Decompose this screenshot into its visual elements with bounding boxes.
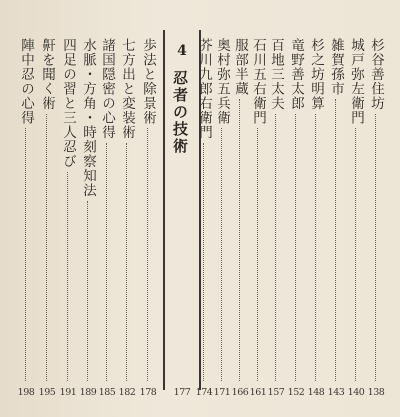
- dot-leader: [355, 128, 358, 381]
- toc-entry: [39, 38, 55, 383]
- dot-leader: [203, 143, 206, 381]
- dot-leader: [126, 143, 129, 381]
- dot-leader: [87, 201, 90, 381]
- dot-leader: [295, 114, 298, 381]
- toc-entry-title: 水脈・方角・時刻察知法: [80, 38, 96, 198]
- toc-entry-title: 鼾を聞く術: [39, 38, 55, 111]
- toc-entry: [99, 38, 115, 383]
- toc-entry-page: 138: [367, 387, 385, 398]
- toc-entry-page: 174: [195, 387, 213, 398]
- toc-entry-title: 奥村弥五兵衛: [214, 38, 230, 125]
- dot-leader: [25, 128, 28, 381]
- dot-leader: [106, 143, 109, 381]
- toc-entry-page: 152: [287, 387, 305, 398]
- toc-entry-title: 歩法と除景術: [140, 38, 156, 125]
- toc-entry-page: 143: [327, 387, 345, 398]
- toc-entry-title: 七方出と変装術: [119, 38, 135, 140]
- toc-entry-title: 城戸弥左衛門: [348, 38, 364, 125]
- dot-leader: [67, 172, 70, 381]
- toc-entry-page: 195: [38, 387, 56, 398]
- toc-entry: [60, 38, 76, 383]
- toc-entry-page: 171: [213, 387, 231, 398]
- dot-leader: [147, 128, 150, 381]
- toc-entry: [328, 38, 344, 383]
- toc-entry: [214, 38, 230, 383]
- dot-leader: [257, 128, 260, 381]
- toc-entry: [348, 38, 364, 383]
- dot-leader: [239, 99, 242, 381]
- toc-entry-title: 石川五右衛門: [250, 38, 266, 125]
- toc-entry-title: 諸国隠密の心得: [99, 38, 115, 140]
- toc-entry-page: 140: [347, 387, 365, 398]
- toc-entry-page: 189: [79, 387, 97, 398]
- toc-entry: [119, 38, 135, 383]
- toc-entry-title: 芥川九郎右衛門: [196, 38, 212, 140]
- divider-rule-left: [163, 30, 165, 390]
- toc-entry-page: 166: [231, 387, 249, 398]
- toc-entry-page: 161: [249, 387, 267, 398]
- toc-entry: [232, 38, 248, 383]
- dot-leader: [335, 99, 338, 381]
- toc-entry: [140, 38, 156, 383]
- toc-entry-title: 雑賀孫市: [328, 38, 344, 96]
- toc-entry-page: 148: [307, 387, 325, 398]
- dot-leader: [375, 114, 378, 381]
- dot-leader: [315, 114, 318, 381]
- chapter-title: 忍者の技術: [171, 70, 189, 155]
- toc-entry-page: 185: [98, 387, 116, 398]
- toc-entry: [368, 38, 384, 383]
- toc-entry: [288, 38, 304, 383]
- dot-leader: [46, 114, 49, 381]
- chapter-page: 177: [173, 387, 191, 398]
- toc-entry-page: 178: [139, 387, 157, 398]
- toc-entry-page: 182: [118, 387, 136, 398]
- toc-entry-title: 竜野善太郎: [288, 38, 304, 111]
- toc-entry: [250, 38, 266, 383]
- toc-entry-title: 杉之坊明算: [308, 38, 324, 111]
- toc-entry-title: 杉谷善住坊: [368, 38, 384, 111]
- toc-entry-page: 191: [59, 387, 77, 398]
- dot-leader: [275, 114, 278, 381]
- toc-entry: [268, 38, 284, 383]
- toc-entry-title: 百地三太夫: [268, 38, 284, 111]
- toc-entry: [18, 38, 34, 383]
- toc-entry: [308, 38, 324, 383]
- chapter-number: 4: [177, 43, 187, 59]
- toc-entry-title: 服部半蔵: [232, 38, 248, 96]
- toc-entry: [196, 38, 212, 383]
- toc-entry: [80, 38, 96, 383]
- dot-leader: [221, 128, 224, 381]
- toc-entry-title: 四足の習と三人忍び: [60, 38, 76, 169]
- toc-entry-page: 198: [17, 387, 35, 398]
- toc-entry-title: 陣中忍の心得: [18, 38, 34, 125]
- toc-entry-page: 157: [267, 387, 285, 398]
